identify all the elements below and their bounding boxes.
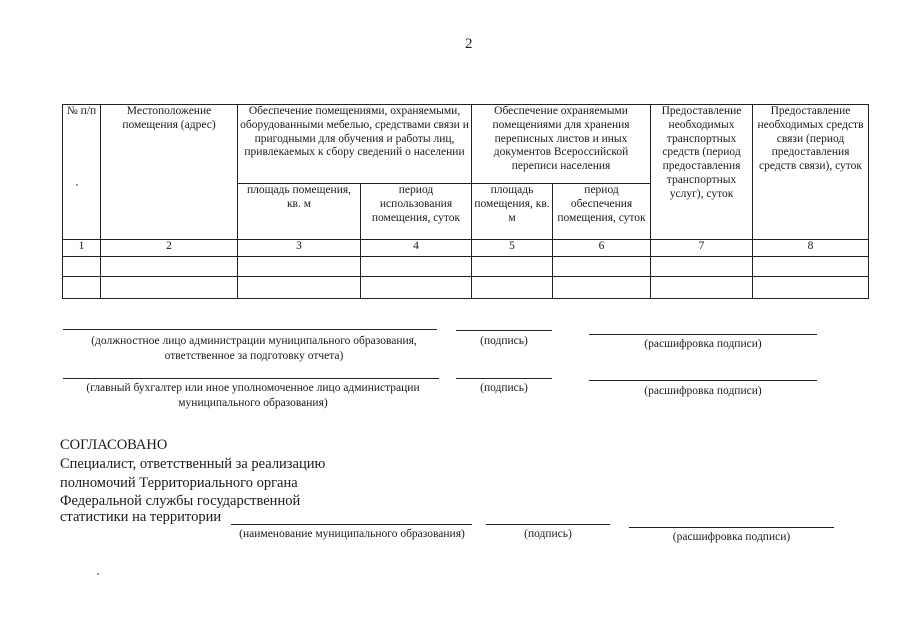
table-cell[interactable] [101,257,238,277]
decryption-line-2[interactable] [589,380,817,381]
table-cell[interactable] [553,257,651,277]
col-num-4: 4 [361,240,472,257]
signature-line-1[interactable] [456,330,552,331]
table-cell[interactable] [63,257,101,277]
col-num-2: 2 [101,240,238,257]
header-comm: Предоставление необходимых средств связи (период предоставления средств связи), суток [753,105,869,240]
agreed-line-1: Специалист, ответственный за реализацию [60,456,326,472]
column-number-row [63,240,869,257]
header-num: № п/п [63,105,101,240]
table-cell[interactable] [753,277,869,299]
decryption-caption-3: (расшифровка подписи) [672,531,791,543]
signature-caption-2: (подпись) [480,382,528,394]
municipality-name-caption: (наименование муниципального образования) [239,528,465,540]
report-table [62,104,869,299]
table-row [63,277,869,299]
table-row [63,257,869,277]
col-num-3: 3 [238,240,361,257]
table-cell[interactable] [753,257,869,277]
signature-caption-1: (подпись) [480,335,528,347]
agreed-line-2: полномочий Территориального органа [60,475,298,491]
col-num-6: 6 [553,240,651,257]
table-cell[interactable] [238,277,361,299]
decryption-caption-2: (расшифровка подписи) [644,385,762,397]
decryption-line-3[interactable] [629,527,834,528]
chief-accountant-line[interactable] [63,378,439,379]
scan-speck [97,573,99,575]
header-storage-group: Обеспечение охраняемыми помещениями для хранения переписных листов и иных документов Всероссийской переписи населения [472,105,651,184]
table-cell[interactable] [651,277,753,299]
table-cell[interactable] [651,257,753,277]
header-area-1: площадь помещения, кв. м [238,184,361,240]
table-cell[interactable] [472,277,553,299]
table-cell[interactable] [101,277,238,299]
col-num-7: 7 [651,240,753,257]
agreed-title: СОГЛАСОВАНО [60,437,168,453]
col-num-8: 8 [753,240,869,257]
col-num-1: 1 [63,240,101,257]
page-number: 2 [465,36,473,52]
header-premises-group: Обеспечение помещениями, охраняемыми, оборудованными мебелью, средствами связи и пригодными для обучения и работы лиц, привлекаемых к сбору сведений о населении [238,105,472,184]
responsible-official-line[interactable] [63,329,437,330]
table-cell[interactable] [63,277,101,299]
agreed-line-4: статистики на территории [60,509,222,525]
decryption-caption-1: (расшифровка подписи) [644,338,762,350]
header-transport: Предоставление необходимых транспортных средств (период предоставления транспортных услуг), суток [651,105,753,240]
col-num-5: 5 [472,240,553,257]
table-cell[interactable] [238,257,361,277]
municipality-name-line[interactable] [231,524,472,525]
header-area-2: площадь помещения, кв. м [472,184,553,240]
table-cell[interactable] [361,257,472,277]
signature-line-3[interactable] [486,524,610,525]
table-cell[interactable] [361,277,472,299]
header-period-1: период использования помещения, суток [361,184,472,240]
signature-caption-3: (подпись) [524,528,572,540]
responsible-official-caption: (должностное лицо администрации муниципального образования, ответственное за подготовку отчета) [91,335,417,362]
agreed-line-3: Федеральной службы государственной [60,493,301,509]
chief-accountant-caption: (главный бухгалтер или иное уполномоченное лицо администрации муниципального образования) [86,382,420,409]
table-cell[interactable] [553,277,651,299]
table-cell[interactable] [472,257,553,277]
header-period-2: период обеспечения помещения, суток [553,184,651,240]
signature-line-2[interactable] [456,378,552,379]
header-location: Местоположение помещения (адрес) [101,105,238,240]
scan-speck [76,184,78,186]
decryption-line-1[interactable] [589,334,817,335]
